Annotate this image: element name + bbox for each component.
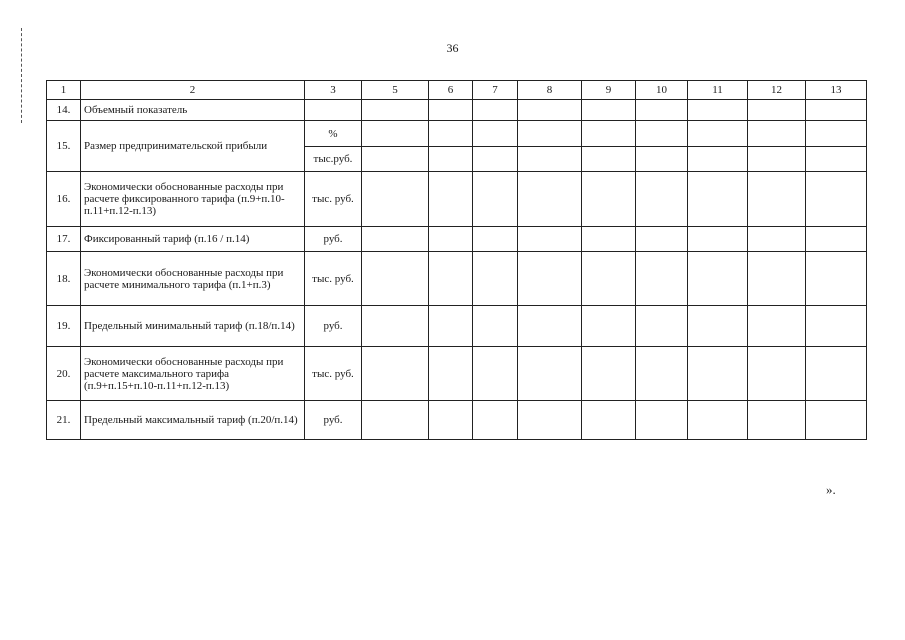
table-row xyxy=(47,347,867,401)
row-number: 14. xyxy=(47,100,81,121)
value-cell xyxy=(688,306,748,347)
value-cell xyxy=(582,121,636,147)
row-name: Объемный показатель xyxy=(81,100,305,121)
value-cell xyxy=(473,227,518,252)
value-cell xyxy=(582,172,636,227)
row-number: 20. xyxy=(47,347,81,401)
value-cell xyxy=(362,147,429,172)
value-cell xyxy=(473,147,518,172)
value-cell xyxy=(429,401,473,440)
value-cell xyxy=(636,347,688,401)
value-cell xyxy=(518,121,582,147)
value-cell xyxy=(518,227,582,252)
table-row xyxy=(47,121,867,147)
value-cell xyxy=(362,401,429,440)
value-cell xyxy=(518,306,582,347)
value-cell xyxy=(748,401,806,440)
value-cell xyxy=(748,172,806,227)
value-cell xyxy=(806,306,867,347)
row-number: 16. xyxy=(47,172,81,227)
value-cell xyxy=(473,252,518,306)
row-number: 19. xyxy=(47,306,81,347)
value-cell xyxy=(748,252,806,306)
value-cell xyxy=(429,306,473,347)
value-cell xyxy=(473,347,518,401)
column-header: 6 xyxy=(429,81,473,100)
row-name: Экономически обоснованные расходы при расчете минимального тарифа (п.1+п.3) xyxy=(81,252,305,306)
value-cell xyxy=(518,147,582,172)
row-name: Предельный минимальный тариф (п.18/п.14) xyxy=(81,306,305,347)
column-header: 2 xyxy=(81,81,305,100)
value-cell xyxy=(582,401,636,440)
value-cell xyxy=(806,252,867,306)
closing-quote-mark: ». xyxy=(826,482,836,497)
value-cell xyxy=(636,100,688,121)
value-cell xyxy=(473,401,518,440)
value-cell xyxy=(748,121,806,147)
row-unit: руб. xyxy=(305,227,362,252)
value-cell xyxy=(688,401,748,440)
row-unit: тыс. руб. xyxy=(305,252,362,306)
column-header: 5 xyxy=(362,81,429,100)
value-cell xyxy=(473,306,518,347)
value-cell xyxy=(429,227,473,252)
value-cell xyxy=(688,121,748,147)
value-cell xyxy=(429,147,473,172)
value-cell xyxy=(362,252,429,306)
row-unit: тыс. руб. xyxy=(305,347,362,401)
value-cell xyxy=(688,147,748,172)
value-cell xyxy=(429,100,473,121)
value-cell xyxy=(636,306,688,347)
value-cell xyxy=(636,227,688,252)
table-row xyxy=(47,401,867,440)
value-cell xyxy=(362,121,429,147)
row-name: Экономически обоснованные расходы при расчете максимального тарифа (п.9+п.15+п.10-п.11+п.12-п.13) xyxy=(81,347,305,401)
value-cell xyxy=(582,100,636,121)
row-unit: тыс.руб. xyxy=(305,147,362,172)
row-unit: % xyxy=(305,121,362,147)
column-header: 12 xyxy=(748,81,806,100)
value-cell xyxy=(636,147,688,172)
row-number: 21. xyxy=(47,401,81,440)
value-cell xyxy=(362,227,429,252)
value-cell xyxy=(582,306,636,347)
value-cell xyxy=(473,172,518,227)
row-name: Экономически обоснованные расходы при расчете фиксированного тарифа (п.9+п.10-п.11+п.12-п.13) xyxy=(81,172,305,227)
row-name: Предельный максимальный тариф (п.20/п.14) xyxy=(81,401,305,440)
value-cell xyxy=(688,172,748,227)
value-cell xyxy=(748,100,806,121)
table-row xyxy=(47,252,867,306)
column-header: 11 xyxy=(688,81,748,100)
table-row xyxy=(47,306,867,347)
value-cell xyxy=(473,121,518,147)
column-header: 13 xyxy=(806,81,867,100)
column-header: 8 xyxy=(518,81,582,100)
value-cell xyxy=(806,172,867,227)
table-row xyxy=(47,172,867,227)
value-cell xyxy=(688,347,748,401)
value-cell xyxy=(806,121,867,147)
value-cell xyxy=(688,252,748,306)
value-cell xyxy=(748,306,806,347)
value-cell xyxy=(518,172,582,227)
value-cell xyxy=(362,347,429,401)
table-header-row xyxy=(47,81,867,100)
column-header: 3 xyxy=(305,81,362,100)
column-header: 7 xyxy=(473,81,518,100)
value-cell xyxy=(429,252,473,306)
row-unit xyxy=(305,100,362,121)
value-cell xyxy=(636,172,688,227)
value-cell xyxy=(518,347,582,401)
value-cell xyxy=(429,172,473,227)
value-cell xyxy=(362,100,429,121)
value-cell xyxy=(473,100,518,121)
column-header: 1 xyxy=(47,81,81,100)
value-cell xyxy=(429,347,473,401)
value-cell xyxy=(688,227,748,252)
value-cell xyxy=(688,100,748,121)
value-cell xyxy=(582,147,636,172)
value-cell xyxy=(582,347,636,401)
value-cell xyxy=(806,147,867,172)
value-cell xyxy=(518,401,582,440)
value-cell xyxy=(518,100,582,121)
column-header: 9 xyxy=(582,81,636,100)
row-unit: руб. xyxy=(305,401,362,440)
value-cell xyxy=(582,252,636,306)
value-cell xyxy=(748,147,806,172)
row-number: 17. xyxy=(47,227,81,252)
table-row xyxy=(47,227,867,252)
value-cell xyxy=(636,401,688,440)
row-name: Размер предпринимательской прибыли xyxy=(81,121,305,172)
row-number: 18. xyxy=(47,252,81,306)
tariff-table xyxy=(46,80,867,440)
row-name: Фиксированный тариф (п.16 / п.14) xyxy=(81,227,305,252)
value-cell xyxy=(362,306,429,347)
value-cell xyxy=(636,252,688,306)
value-cell xyxy=(748,347,806,401)
value-cell xyxy=(806,100,867,121)
value-cell xyxy=(806,401,867,440)
row-number: 15. xyxy=(47,121,81,172)
value-cell xyxy=(518,252,582,306)
page-number: 36 xyxy=(446,41,459,55)
value-cell xyxy=(748,227,806,252)
column-header: 10 xyxy=(636,81,688,100)
value-cell xyxy=(582,227,636,252)
value-cell xyxy=(806,227,867,252)
value-cell xyxy=(806,347,867,401)
value-cell xyxy=(429,121,473,147)
row-unit: руб. xyxy=(305,306,362,347)
table-row xyxy=(47,100,867,121)
value-cell xyxy=(636,121,688,147)
row-unit: тыс. руб. xyxy=(305,172,362,227)
value-cell xyxy=(362,172,429,227)
